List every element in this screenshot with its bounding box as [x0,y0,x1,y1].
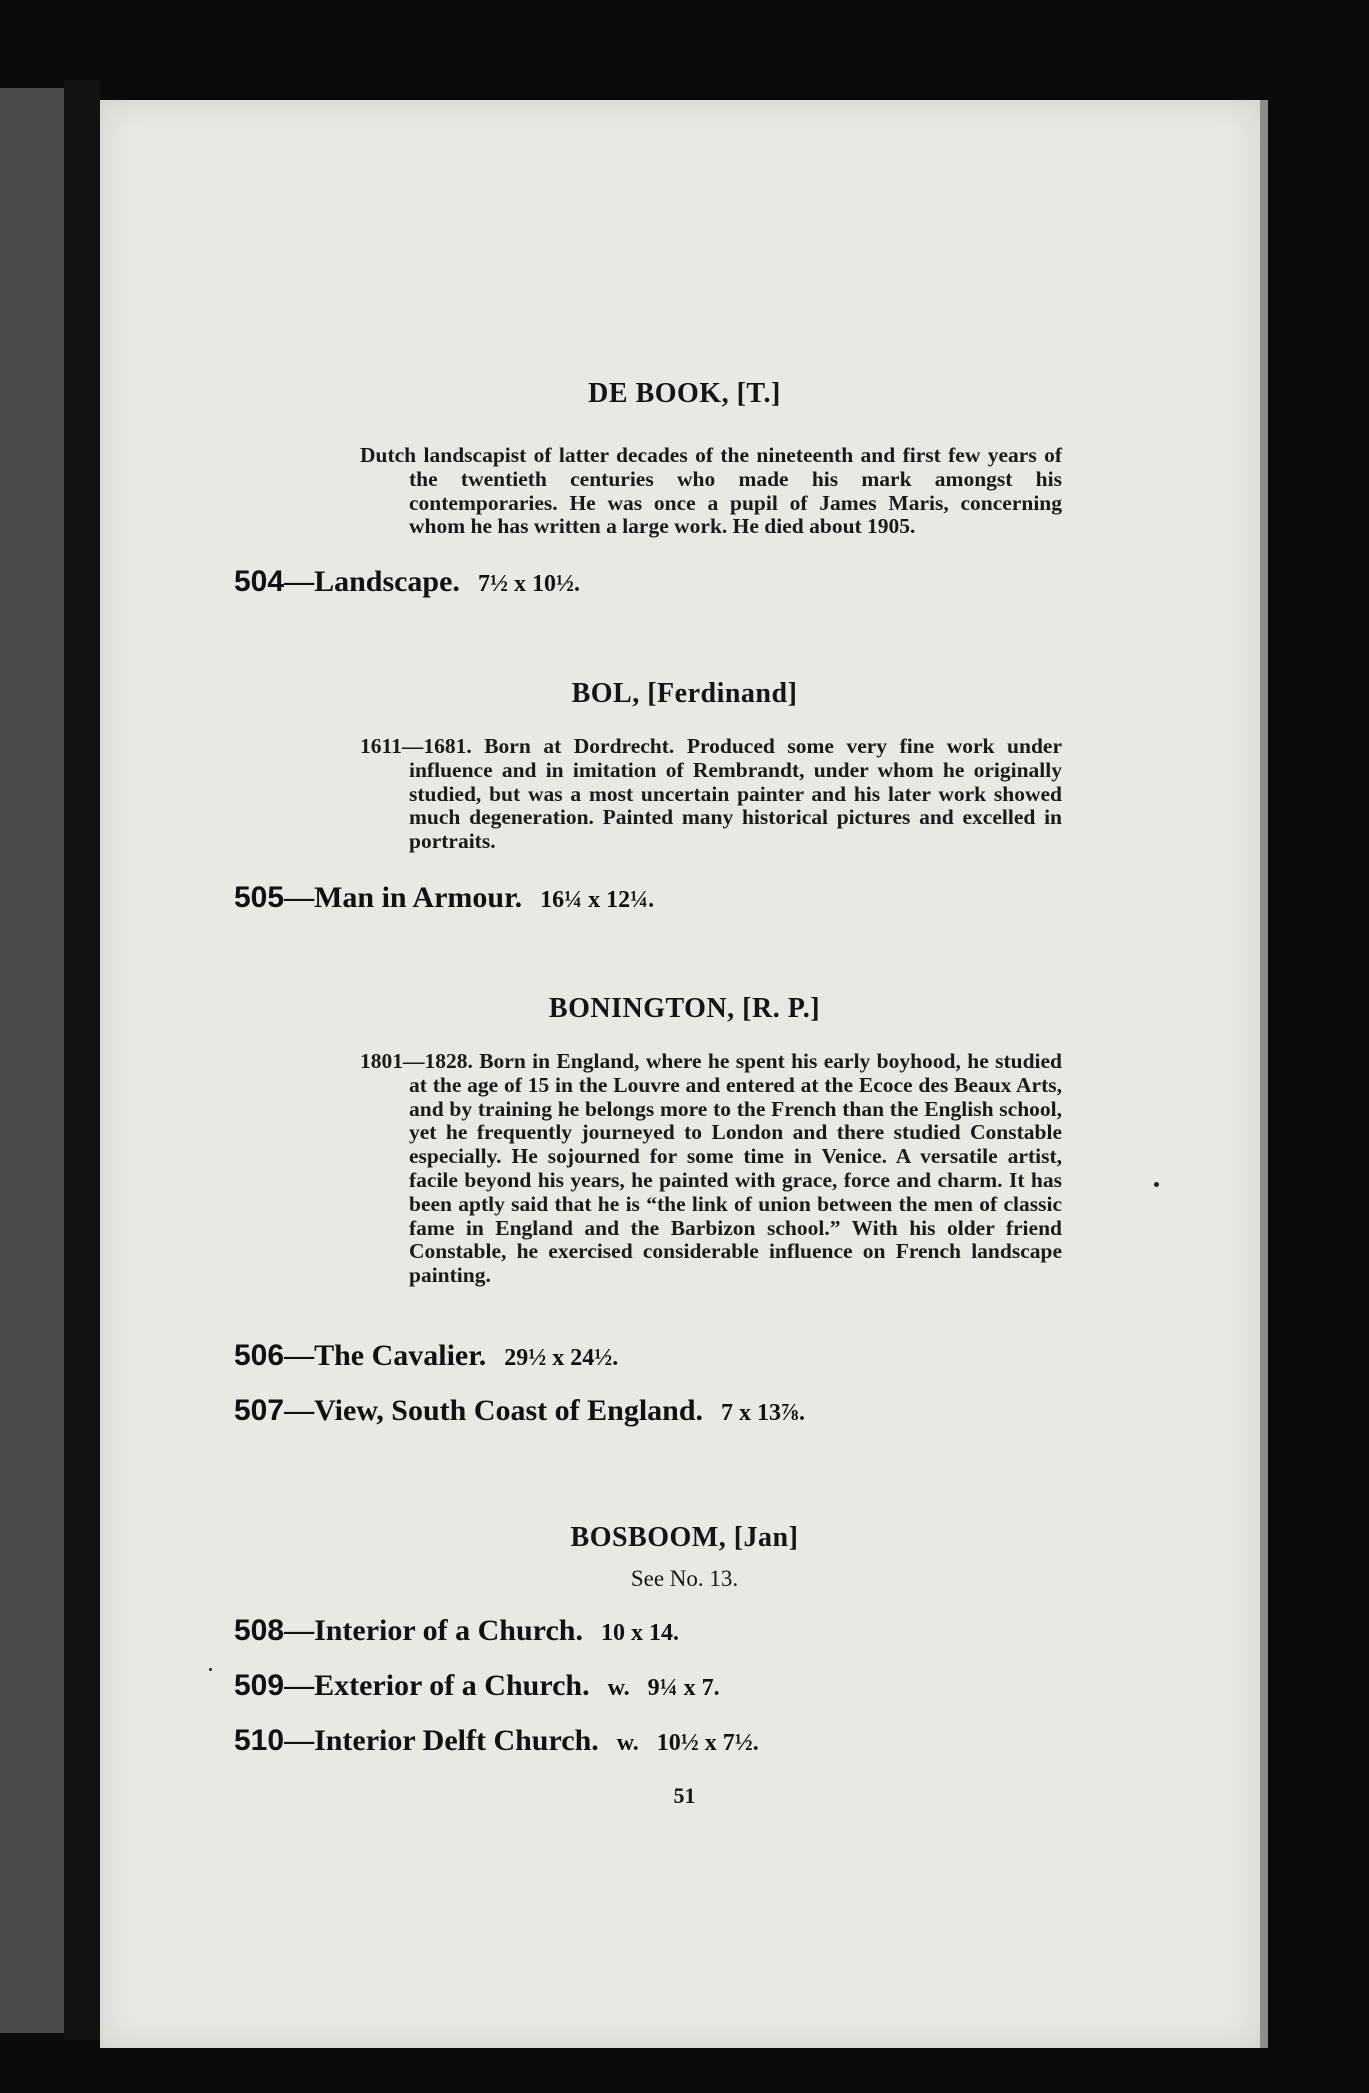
lot-dimensions: 29½ x 24½. [504,1345,619,1371]
lot-number: 506 [234,1339,285,1372]
lot-dimensions: 10 x 14. [600,1620,679,1646]
artist-heading [0,1522,1369,1554]
ink-speck [209,1668,212,1671]
lot-entry [234,881,654,915]
lot-title: View, South Coast of England. [314,1394,704,1427]
lot-dimensions: 16¼ x 12¼. [540,887,655,913]
lot-title: Man in Armour. [314,881,523,914]
lot-dimensions: w. 9¼ x 7. [607,1675,720,1701]
lot-separator: — [284,1724,315,1757]
page-number: 51 [673,1783,696,1808]
lot-dimensions: 7 x 13⅞. [721,1400,806,1426]
lot-entry [234,1669,720,1703]
lot-entry [234,565,580,599]
lot-title: Landscape. [314,565,460,598]
lot-title: Exterior of a Church. [314,1669,590,1702]
lot-number: 510 [234,1724,285,1757]
lot-entry [234,1394,805,1428]
lot-number: 509 [234,1669,285,1702]
lot-separator: — [284,565,315,598]
lot-dimensions: 7½ x 10½. [477,571,580,597]
lot-number: 504 [234,565,285,598]
lot-number: 507 [234,1394,285,1427]
lot-separator: — [284,881,315,914]
ink-speck [1154,1182,1159,1187]
artist-biography: 1611—1681. Born at Dordrecht. Produced some very fine work under influence and in imitation of Rembrandt, under whom he originally studied, but was a most uncertain painter and his later work showed much degeneration. Painted many historical pictures and excelled in portraits. [360,734,1062,854]
artist-biography: Dutch landscapist of latter decades of the nineteenth and first few years of the twentieth centuries who made his mark amongst his contemporaries. He was once a pupil of James Maris, concerning whom he has written a large work. He died about 1905. [360,443,1062,539]
lot-separator: — [284,1669,315,1702]
cross-reference: See No. 13. [630,1566,739,1591]
lot-entry [234,1614,679,1648]
lot-entry [234,1724,759,1758]
lot-title: The Cavalier. [314,1339,487,1372]
lot-entry [234,1339,618,1373]
artist-heading [0,378,1369,410]
lot-separator: — [284,1614,315,1647]
artist-name: BOSBOOM, [Jan] [570,1522,799,1553]
lot-title: Interior of a Church. [314,1614,583,1647]
page-gutter [64,80,100,2040]
lot-number: 505 [234,881,285,914]
artist-name: BONINGTON, [R. P.] [548,993,821,1024]
artist-heading [0,993,1369,1025]
lot-dimensions: w. 10½ x 7½. [616,1730,759,1756]
lot-separator: — [284,1394,315,1427]
artist-name: BOL, [Ferdinand] [571,678,798,709]
lot-title: Interior Delft Church. [314,1724,599,1757]
lot-number: 508 [234,1614,285,1647]
artist-heading [0,678,1369,710]
artist-biography: 1801—1828. Born in England, where he spent his early boyhood, he studied at the age of 15 in the Louvre and entered at the Ecoce des Beaux Arts, and by training he belongs more to the French than the English school, yet he frequently journeyed to London and there studied Constable especially. He sojourned for some time in Venice. A versatile artist, facile beyond his years, he painted with grace, force and charm. It has been aptly said that he is “the link of union between the men of classic fame in England and the Barbizon school.” With his older friend Constable, he exercised considerable influence on French landscape painting. [360,1049,1062,1288]
artist-name: DE BOOK, [T.] [588,378,781,409]
lot-separator: — [284,1339,315,1372]
